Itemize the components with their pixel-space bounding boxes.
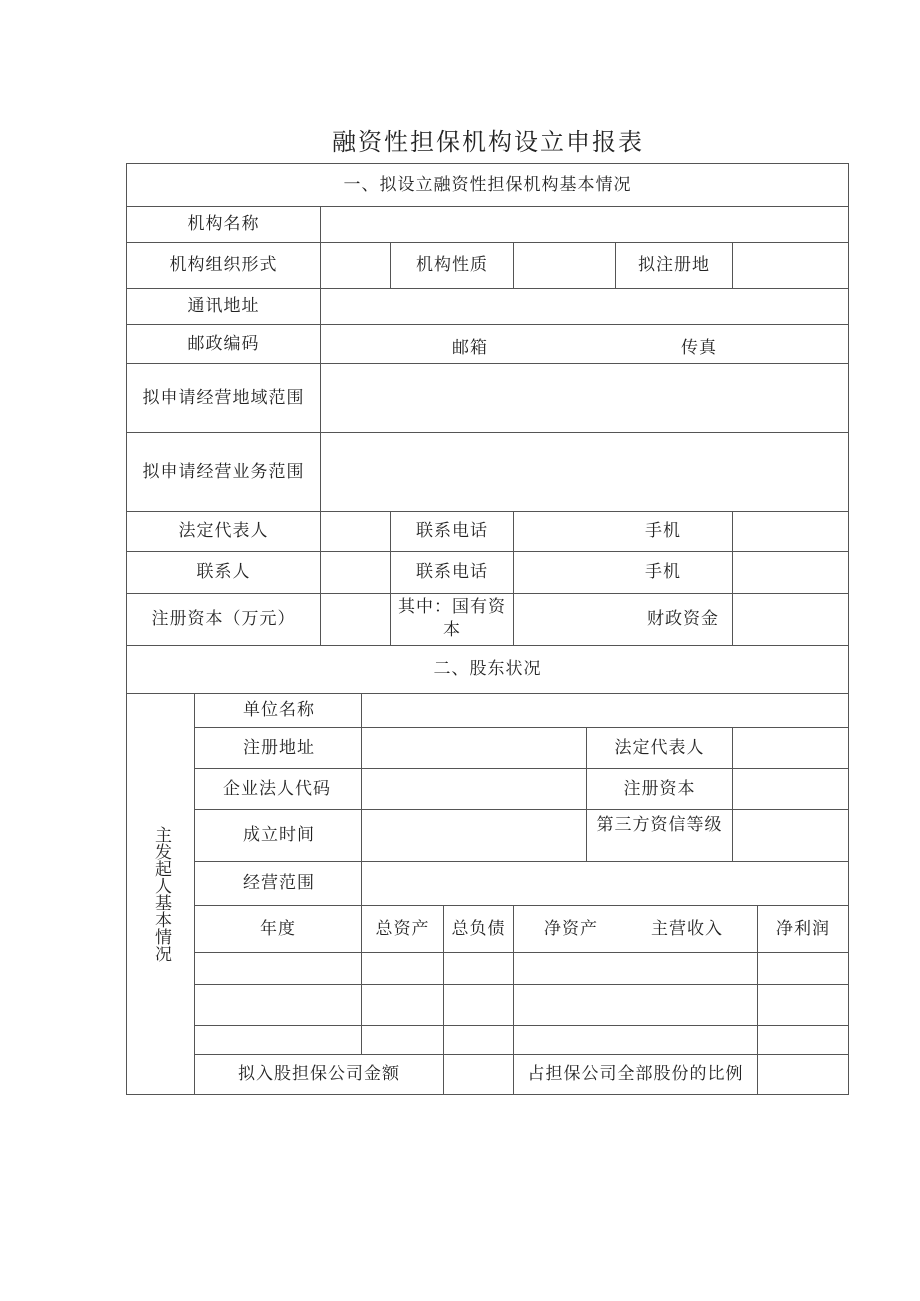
region-scope-label: 拟申请经营地域范围	[126, 363, 321, 433]
net-profit-cell-3[interactable]	[757, 1025, 849, 1055]
page-title: 融资性担保机构设立申报表	[332, 128, 644, 156]
corp-code-label: 企业法人代码	[194, 768, 362, 810]
shareholder-legal-rep-field[interactable]	[732, 727, 849, 769]
total-liabilities-cell-1[interactable]	[443, 952, 514, 985]
business-scope-field[interactable]	[320, 432, 849, 512]
corp-code-field[interactable]	[361, 768, 587, 810]
fiscal-funds-field[interactable]	[732, 593, 849, 646]
email-label: 邮箱	[452, 338, 488, 358]
org-name-label: 机构名称	[126, 206, 321, 243]
year-cell-1[interactable]	[194, 952, 362, 985]
total-assets-cell-2[interactable]	[361, 984, 444, 1026]
legal-rep-field[interactable]	[320, 511, 391, 552]
shareholder-scope-label: 经营范围	[194, 861, 362, 906]
org-form-label: 机构组织形式	[126, 242, 321, 289]
postcode-label: 邮政编码	[126, 324, 321, 364]
postcode-row-field[interactable]	[320, 324, 849, 364]
promoter-side-text: 主发起人基本情况	[151, 826, 171, 962]
net-assets-header: 净资产	[544, 918, 598, 939]
contact-phone-label: 联系电话	[390, 551, 514, 594]
region-scope-field[interactable]	[320, 363, 849, 433]
shareholder-reg-capital-label: 注册资本	[586, 768, 733, 810]
reg-address-label: 注册地址	[194, 727, 362, 769]
unit-name-label: 单位名称	[194, 693, 362, 728]
net-profit-header: 净利润	[757, 905, 849, 953]
year-header: 年度	[194, 905, 362, 953]
year-cell-3[interactable]	[194, 1025, 362, 1055]
legal-rep-label: 法定代表人	[126, 511, 321, 552]
fax-label: 传真	[681, 338, 717, 358]
promoter-side-label	[126, 693, 195, 1095]
reg-capital-field[interactable]	[320, 593, 391, 646]
legal-rep-phone-label: 联系电话	[390, 511, 514, 552]
address-label: 通讯地址	[126, 288, 321, 325]
founded-field[interactable]	[361, 809, 587, 862]
legal-rep-mobile-field[interactable]	[732, 511, 849, 552]
total-assets-header: 总资产	[361, 905, 444, 953]
total-liabilities-cell-3[interactable]	[443, 1025, 514, 1055]
reg-place-field[interactable]	[732, 242, 849, 289]
state-capital-label: 其中：国有资本	[390, 593, 514, 646]
shareholder-scope-field[interactable]	[361, 861, 849, 906]
contact-mobile-field[interactable]	[732, 551, 849, 594]
net-assets-revenue-header	[513, 905, 758, 953]
unit-name-field[interactable]	[361, 693, 849, 728]
org-nature-label: 机构性质	[390, 242, 514, 289]
total-liabilities-cell-2[interactable]	[443, 984, 514, 1026]
total-assets-cell-1[interactable]	[361, 952, 444, 985]
total-liabilities-header: 总负债	[443, 905, 514, 953]
fiscal-funds-label: 财政资金	[513, 593, 733, 646]
address-field[interactable]	[320, 288, 849, 325]
org-nature-field[interactable]	[513, 242, 616, 289]
section-two-header: 二、股东状况	[126, 645, 849, 694]
section-one-header: 一、拟设立融资性担保机构基本情况	[126, 163, 849, 207]
contact-label: 联系人	[126, 551, 321, 594]
share-ratio-field[interactable]	[757, 1054, 849, 1095]
legal-rep-mobile-label: 手机	[513, 511, 733, 552]
contact-mobile-label: 手机	[513, 551, 733, 594]
credit-rating-label: 第三方资信等级	[586, 809, 733, 862]
main-revenue-header: 主营收入	[651, 918, 723, 939]
total-assets-cell-3[interactable]	[361, 1025, 444, 1055]
reg-address-field[interactable]	[361, 727, 587, 769]
shareholder-legal-rep-label: 法定代表人	[586, 727, 733, 769]
reg-place-label: 拟注册地	[615, 242, 733, 289]
year-cell-2[interactable]	[194, 984, 362, 1026]
net-assets-cell-2[interactable]	[513, 984, 758, 1026]
contact-field[interactable]	[320, 551, 391, 594]
share-ratio-label: 占担保公司全部股份的比例	[513, 1054, 758, 1095]
invest-amount-label: 拟入股担保公司金额	[194, 1054, 444, 1095]
reg-capital-label: 注册资本（万元）	[126, 593, 321, 646]
net-profit-cell-2[interactable]	[757, 984, 849, 1026]
founded-label: 成立时间	[194, 809, 362, 862]
business-scope-label: 拟申请经营业务范围	[126, 432, 321, 512]
net-assets-cell-3[interactable]	[513, 1025, 758, 1055]
org-form-field[interactable]	[320, 242, 391, 289]
net-profit-cell-1[interactable]	[757, 952, 849, 985]
invest-amount-field[interactable]	[443, 1054, 514, 1095]
shareholder-reg-capital-field[interactable]	[732, 768, 849, 810]
credit-rating-field[interactable]	[732, 809, 849, 862]
org-name-field[interactable]	[320, 206, 849, 243]
net-assets-cell-1[interactable]	[513, 952, 758, 985]
